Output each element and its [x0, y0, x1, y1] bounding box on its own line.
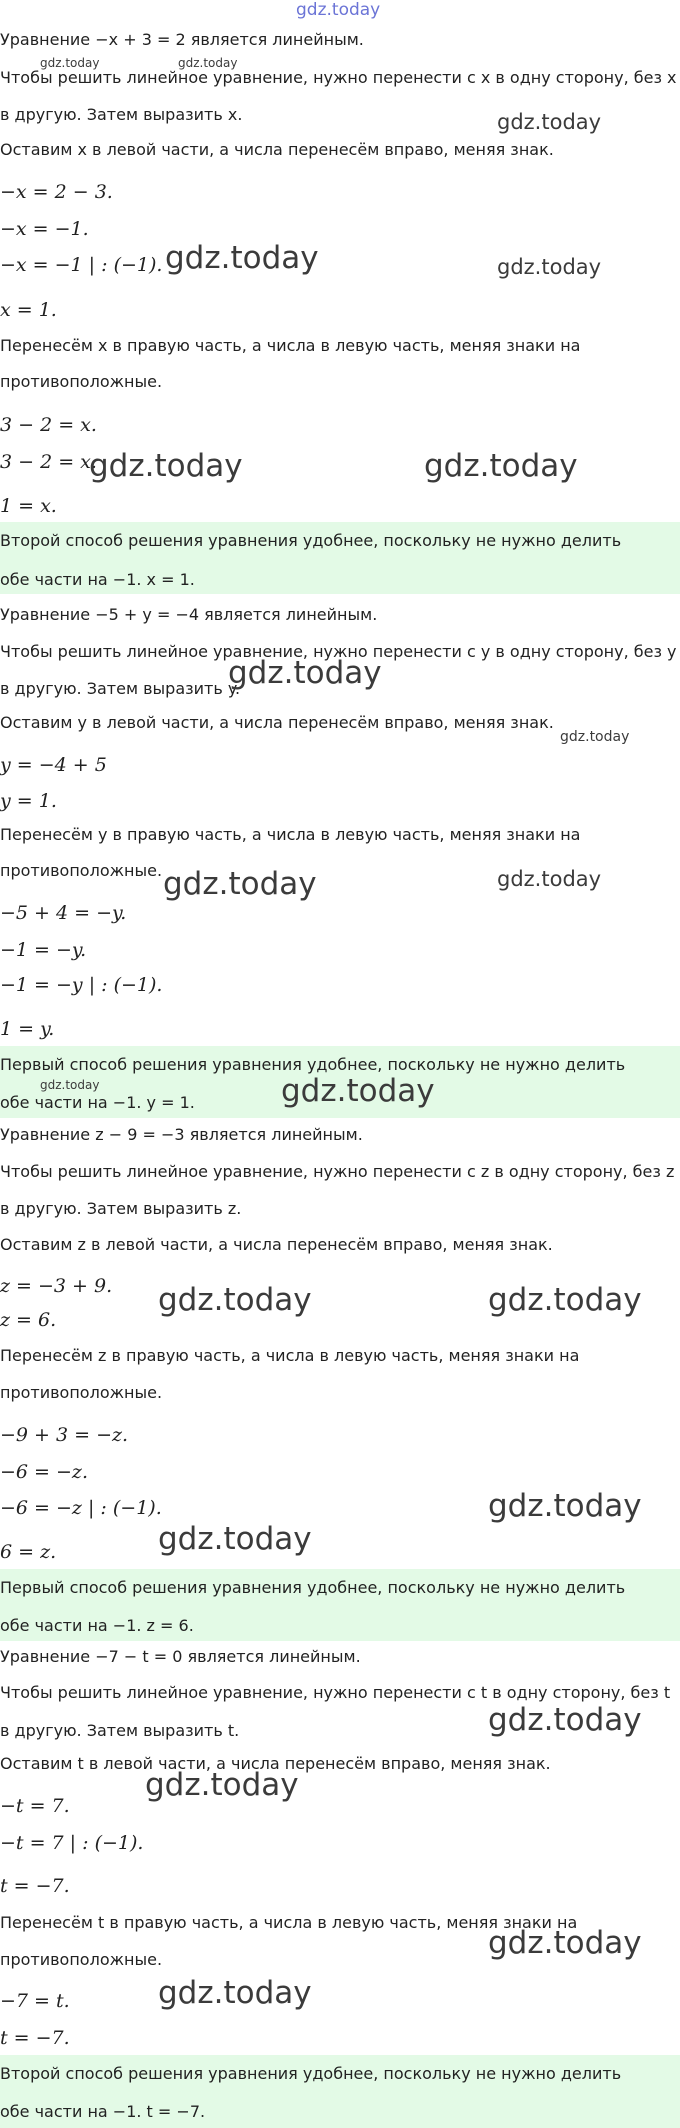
- watermark-text: gdz.today: [424, 448, 578, 484]
- watermark-text: gdz.today: [158, 1521, 312, 1557]
- watermark-text: gdz.today: [89, 448, 243, 484]
- equation-line: y = 1.: [0, 790, 57, 812]
- watermark-text: gdz.today: [158, 1282, 312, 1318]
- text-line: Чтобы решить линейное уравнение, нужно перенести с y в одну сторону, без y: [0, 642, 677, 661]
- text-line: Второй способ решения уравнения удобнее, поскольку не нужно делить: [0, 531, 622, 550]
- equation-line: x = 1.: [0, 299, 57, 321]
- watermark-text: gdz.today: [40, 56, 100, 70]
- equation-line: −7 = t.: [0, 1990, 70, 2012]
- text-line: Оставим x в левой части, а числа перенесём вправо, меняя знак.: [0, 140, 554, 159]
- text-line: Оставим y в левой части, а числа перенесём вправо, меняя знак.: [0, 713, 554, 732]
- text-line: Перенесём z в правую часть, а числа в левую часть, меняя знаки на: [0, 1346, 580, 1365]
- equation-line: −t = 7.: [0, 1795, 70, 1817]
- text-line: Первый способ решения уравнения удобнее, поскольку не нужно делить: [0, 1055, 626, 1074]
- text-line: Оставим t в левой части, а числа перенесём вправо, меняя знак.: [0, 1754, 551, 1773]
- equation-line: 6 = z.: [0, 1541, 57, 1563]
- equation-line: 3 − 2 = x.: [0, 451, 97, 473]
- watermark-text: gdz.today: [488, 1925, 642, 1961]
- equation-line: t = −7.: [0, 2027, 70, 2049]
- text-line: противоположные.: [0, 1950, 163, 1969]
- text-line: Уравнение z − 9 = −3 является линейным.: [0, 1125, 363, 1144]
- text-line: Первый способ решения уравнения удобнее, поскольку не нужно делить: [0, 1578, 626, 1597]
- watermark-text: gdz.today: [488, 1488, 642, 1524]
- equation-line: −x = −1.: [0, 218, 89, 240]
- watermark-text: gdz.today: [488, 1282, 642, 1318]
- equation-line: z = 6.: [0, 1309, 57, 1331]
- equation-line: 1 = y.: [0, 1018, 55, 1040]
- equation-line: −x = −1 | : (−1).: [0, 254, 163, 276]
- text-line: обе части на −1. t = −7.: [0, 2102, 206, 2121]
- text-line: Перенесём y в правую часть, а числа в левую часть, меняя знаки на: [0, 825, 581, 844]
- equation-line: 1 = x.: [0, 495, 57, 517]
- text-line: Перенесём t в правую часть, а числа в левую часть, меняя знаки на: [0, 1913, 578, 1932]
- watermark-text: gdz.today: [158, 1975, 312, 2011]
- text-line: Уравнение −7 − t = 0 является линейным.: [0, 1647, 361, 1666]
- equation-line: −x = 2 − 3.: [0, 181, 113, 203]
- text-line: в другую. Затем выразить y.: [0, 679, 241, 698]
- text-line: в другую. Затем выразить z.: [0, 1199, 242, 1218]
- watermark-text: gdz.today: [560, 729, 630, 745]
- text-line: в другую. Затем выразить t.: [0, 1721, 240, 1740]
- text-line: противоположные.: [0, 372, 163, 391]
- equation-line: −9 + 3 = −z.: [0, 1424, 129, 1446]
- text-line: обе части на −1. y = 1.: [0, 1093, 195, 1112]
- watermark-text: gdz.today: [163, 866, 317, 902]
- equation-line: 3 − 2 = x.: [0, 414, 97, 436]
- text-line: обе части на −1. x = 1.: [0, 570, 195, 589]
- watermark-text: gdz.today: [296, 0, 381, 20]
- equation-line: −6 = −z | : (−1).: [0, 1497, 162, 1519]
- watermark-text: gdz.today: [497, 110, 602, 134]
- text-line: противоположные.: [0, 861, 163, 880]
- equation-line: −t = 7 | : (−1).: [0, 1832, 144, 1854]
- text-line: Чтобы решить линейное уравнение, нужно перенести с x в одну сторону, без x: [0, 68, 677, 87]
- text-line: противоположные.: [0, 1383, 163, 1402]
- watermark-text: gdz.today: [497, 867, 602, 891]
- equation-line: t = −7.: [0, 1875, 70, 1897]
- watermark-text: gdz.today: [40, 1078, 100, 1092]
- watermark-text: gdz.today: [228, 655, 382, 691]
- watermark-text: gdz.today: [178, 56, 238, 70]
- equation-line: y = −4 + 5: [0, 754, 107, 776]
- watermark-text: gdz.today: [165, 240, 319, 276]
- equation-line: −5 + 4 = −y.: [0, 902, 127, 924]
- watermark-text: gdz.today: [281, 1073, 435, 1109]
- watermark-text: gdz.today: [497, 255, 602, 279]
- text-line: Чтобы решить линейное уравнение, нужно перенести с t в одну сторону, без t: [0, 1683, 671, 1702]
- text-line: Оставим z в левой части, а числа перенесём вправо, меняя знак.: [0, 1235, 553, 1254]
- equation-line: −1 = −y.: [0, 939, 87, 961]
- equation-line: z = −3 + 9.: [0, 1275, 113, 1297]
- watermark-text: gdz.today: [145, 1767, 299, 1803]
- text-line: Уравнение −5 + y = −4 является линейным.: [0, 605, 378, 624]
- text-line: Уравнение −x + 3 = 2 является линейным.: [0, 30, 364, 49]
- equation-line: −1 = −y | : (−1).: [0, 974, 163, 996]
- text-line: Второй способ решения уравнения удобнее, поскольку не нужно делить: [0, 2064, 622, 2083]
- equation-line: −6 = −z.: [0, 1461, 88, 1483]
- watermark-text: gdz.today: [488, 1702, 642, 1738]
- text-line: Перенесём x в правую часть, а числа в левую часть, меняя знаки на: [0, 336, 581, 355]
- text-line: обе части на −1. z = 6.: [0, 1616, 194, 1635]
- text-line: Чтобы решить линейное уравнение, нужно перенести с z в одну сторону, без z: [0, 1162, 675, 1181]
- text-line: в другую. Затем выразить x.: [0, 105, 243, 124]
